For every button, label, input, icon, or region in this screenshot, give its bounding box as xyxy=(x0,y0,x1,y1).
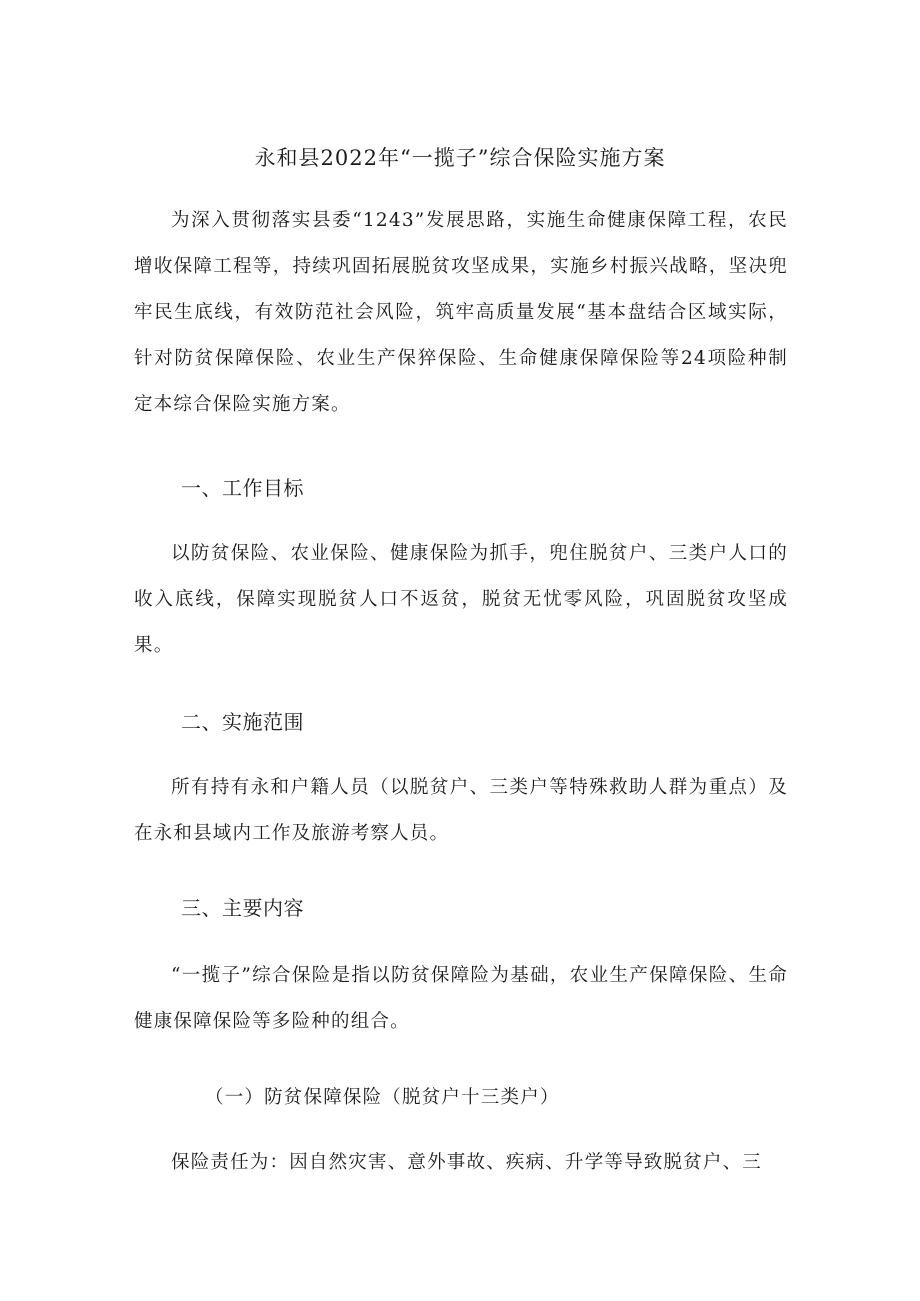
section-body-content: “一揽子”综合保险是指以防贫保障险为基础，农业生产保障保险、生命健康保障保险等多险种的组合。 xyxy=(134,965,788,1032)
section-heading-content: 三、主要内容 xyxy=(181,896,304,920)
section-body-goals: 以防贫保险、农业保险、健康保险为抓手，兜住脱贫户、三类户人口的收入底线，保障实现脱贫人口不返贫，脱贫无忧零风险，巩固脱贫攻坚成果。 xyxy=(134,543,788,656)
section-heading-goals: 一、工作目标 xyxy=(181,476,304,500)
subsection-heading-poverty-insurance: （一）防贫保障保险（脱贫户十三类户） xyxy=(205,1087,560,1108)
intro-paragraph: 为深入贯彻落实县委“1243”发展思路，实施生命健康保障工程，农民增收保障工程等，持续巩固拓展脱贫攻坚成果，实施乡村振兴战略，坚决兜牢民生底线，有效防范社会风险，筑牢高质量发展“基本盘结合区域实际，针对防贫保障保险、农业生产保猝保险、生命健康保障保险等24项险种制定本综合保险实施方案。 xyxy=(134,210,788,415)
subsection-body-poverty-insurance: 保险责任为：因自然灾害、意外事故、疾病、升学等导致脱贫户、三 xyxy=(171,1152,763,1173)
document-title: 永和县2022年“一揽子”综合保险实施方案 xyxy=(254,146,666,170)
section-heading-scope: 二、实施范围 xyxy=(181,710,304,734)
section-body-scope: 所有持有永和户籍人员（以脱贫户、三类户等特殊救助人群为重点）及在永和县域内工作及旅游考察人员。 xyxy=(134,777,788,844)
